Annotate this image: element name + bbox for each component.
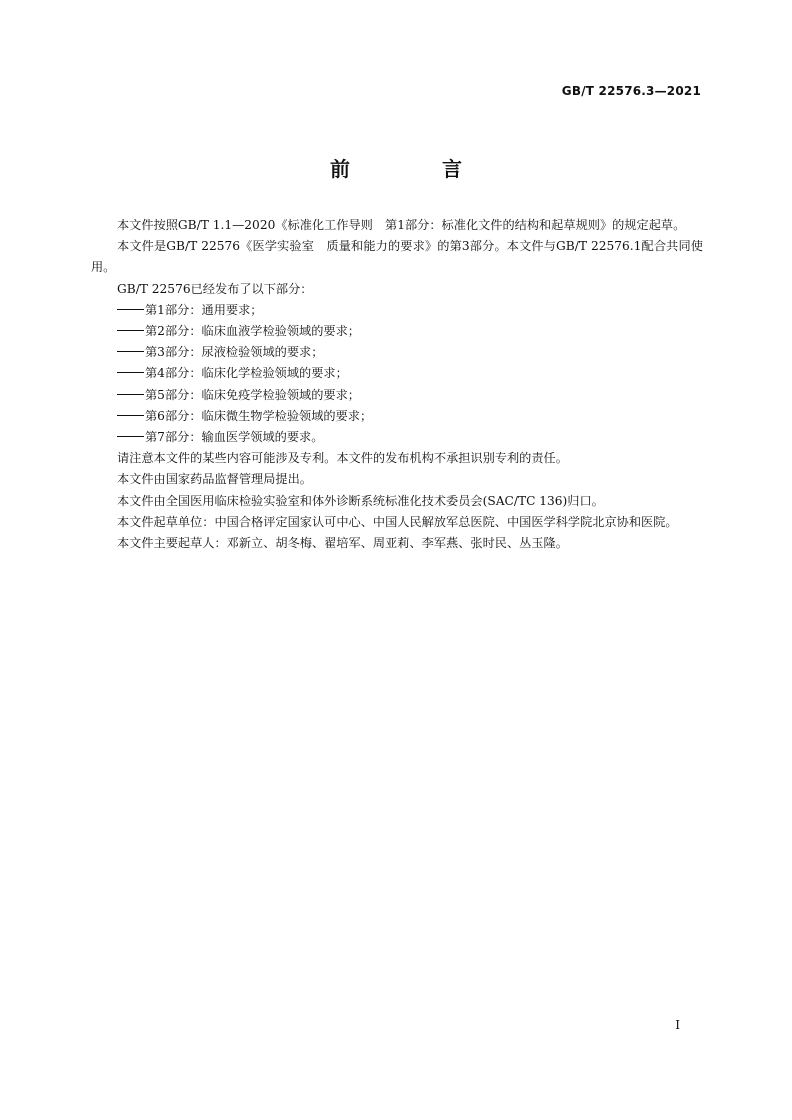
list-item-text: 第6部分：临床微生物学检验领域的要求； [145,408,373,423]
dash-mark [117,415,144,416]
paragraph-published-parts: GB/T 22576已经发布了以下部分： [117,281,313,296]
page-title: 前 言 [330,157,498,181]
paragraph-drafters: 本文件主要起草人：邓新立、胡冬梅、翟培军、周亚莉、李军燕、张时民、丛玉隆。 [117,536,568,551]
list-item [91,385,703,406]
list-item-text: 第4部分：临床化学检验领域的要求； [145,366,348,381]
paragraph-part-info: 本文件是GB/T 22576《医学实验室 质量和能力的要求》的第3部分。本文件与GB/T 22576.1配合共同使用。 [91,239,703,275]
foreword-body [91,215,703,554]
list-item-text: 第3部分：尿液检验领域的要求； [145,345,324,360]
dash-mark [117,351,144,352]
dash-mark [117,330,144,331]
standard-code-header: GB/T 22576.3—2021 [561,84,701,98]
list-item [91,363,703,384]
list-item [91,300,703,321]
dash-mark [117,436,144,437]
dash-mark [117,309,144,310]
dash-mark [117,394,144,395]
page-number: I [675,1018,680,1032]
list-item [91,406,703,427]
list-item [91,321,703,342]
paragraph-patent-notice: 请注意本文件的某些内容可能涉及专利。本文件的发布机构不承担识别专利的责任。 [117,451,568,466]
list-item-text: 第5部分：临床免疫学检验领域的要求； [145,387,360,402]
paragraph-drafting-rules: 本文件按照GB/T 1.1—2020《标准化工作导则 第1部分：标准化文件的结构和起草规则》的规定起草。 [117,218,686,232]
dash-mark [117,372,144,373]
list-item [91,342,703,363]
paragraph-proposer: 本文件由国家药品监督管理局提出。 [117,472,312,487]
paragraph-drafting-units: 本文件起草单位：中国合格评定国家认可中心、中国人民解放军总医院、中国医学科学院北京协和医院。 [117,514,678,529]
list-item-text: 第2部分：临床血液学检验领域的要求； [145,324,360,339]
list-item-text: 第7部分：输血医学领域的要求。 [145,430,324,445]
paragraph-technical-committee: 本文件由全国医用临床检验实验室和体外诊断系统标准化技术委员会(SAC/TC 136)归口。 [117,493,604,508]
list-item-text: 第1部分：通用要求； [145,302,263,317]
list-item [91,427,703,448]
